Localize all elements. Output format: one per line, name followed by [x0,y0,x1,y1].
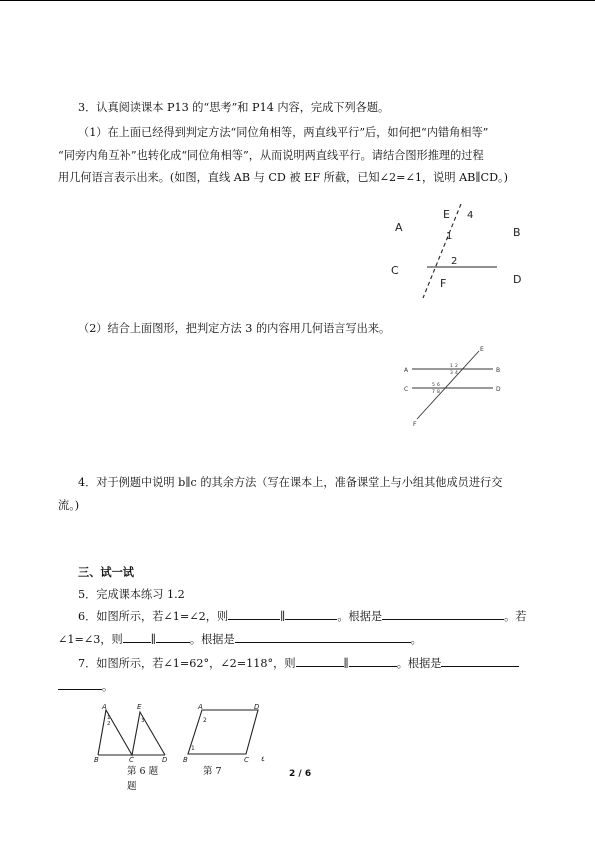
q3-part1-line1: （1）在上面已经得到判定方法“同位角相等，两直线平行”后，如何把“内错角相等” [78,126,489,139]
header-rule [0,0,595,1]
figure-transversal-large [385,203,535,303]
figure-q7 [180,702,270,762]
label-b: B [496,367,501,374]
label-f: F [440,277,447,290]
q7-mid: 。根据是 [396,657,442,670]
q6-end: 。若 [504,610,527,623]
q6-blank-line-b[interactable] [285,607,337,620]
label-angle-2: 2 [455,364,458,369]
q7-blank-reason[interactable] [441,654,519,667]
label-e: E [480,346,484,353]
q7-prefix: 7．如图所示，若∠1=62°，∠2=118°，则 [78,657,296,670]
caption-fig7: 第 7 [203,766,222,777]
q6-line2 [58,628,542,651]
label-b: B [94,756,99,762]
figure-transversal-small [403,343,503,428]
q6-line2-end: 。 [410,633,422,646]
label-angle-8: 8 [437,390,440,395]
label-c: C [404,386,409,393]
q7-line2-end: 。 [102,680,114,693]
q3-intro: 3．认真阅读课本 P13 的“思考”和 P14 内容，完成下列各题。 [78,101,390,114]
q3-part1-line3: 用几何语言表示出来。(如图，直线 AB 与 CD 被 EF 所截，已知∠2=∠1，说明 AB∥CD。) [58,171,509,184]
label-e: E [137,703,142,711]
q6-mid: 。根据是 [337,610,383,623]
q7-blank-reason-cont[interactable] [58,677,102,690]
label-a: A [395,221,403,234]
q6-prefix: 6．如图所示，若∠1=∠2，则 [78,610,229,623]
label-angle-2: 2 [451,256,458,267]
q3-part2: （2）结合上面图形，把判定方法 3 的内容用几何语言写出来。 [78,322,391,335]
label-d: D [496,386,501,393]
label-angle-3: 3 [141,718,145,724]
caption-fig6-line2: 题 [127,781,137,792]
q7-blank-line-a[interactable] [296,654,344,667]
label-angle-1: 1 [191,745,195,752]
q6-blank-line-d[interactable] [156,630,190,643]
q6-blank-reason-2[interactable] [235,630,411,643]
label-d: D [254,703,260,711]
label-c: C [244,756,249,762]
label-d: D [162,756,168,762]
q4-line2: 流。) [58,499,80,512]
section-title-try: 三、试一试 [78,565,134,579]
label-a: A [198,703,203,711]
label-angle-1: 1 [107,715,111,721]
q7-blank-line-b[interactable] [349,654,397,667]
q3-part1-line2: “同旁内角互补”也转化成“同位角相等”，从而说明两直线平行。请结合图形推理的过程 [58,149,484,162]
q6-parallel-1: ∥ [280,610,286,623]
q5-text: 5．完成课本练习 1.2 [78,588,185,601]
stray-mark: ٤ [261,755,265,763]
label-c: C [391,264,399,277]
label-a: A [102,703,107,711]
q4-line1: 4．对于例题中说明 b∥c 的其余方法（写在课本上，准备课堂上与小组其他成员进行交 [78,476,503,489]
q7-parallel: ∥ [343,657,349,670]
q6-line2-prefix: ∠1=∠3，则 [58,633,123,646]
label-c: C [129,756,134,762]
label-b: B [513,226,521,239]
label-angle-6: 6 [437,383,440,388]
label-a: A [404,367,409,374]
label-d: D [513,273,522,286]
label-angle-1: 1 [446,231,453,242]
page-number: 2 / 6 [289,769,312,779]
q6-blank-reason[interactable] [382,607,504,620]
q6-line2-mid: 。根据是 [189,633,235,646]
label-angle-1: 1 [450,364,453,369]
parallelogram [188,710,258,754]
q6-blank-line-a[interactable] [228,607,280,620]
label-angle-3: 3 [450,371,453,376]
label-angle-5: 5 [432,383,435,388]
caption-fig6-line1: 第 6 题 [127,766,159,777]
label-e: E [443,208,450,221]
figure-q6 [90,700,175,762]
line-ef [417,351,479,419]
label-f: F [413,421,417,428]
label-angle-4: 4 [467,210,474,221]
label-angle-2: 2 [107,721,111,727]
q7-line1 [78,652,542,675]
label-angle-4: 4 [455,371,458,376]
label-angle-2: 2 [203,717,207,724]
label-b: B [183,756,188,762]
label-angle-7: 7 [432,390,435,395]
q6-blank-line-c[interactable] [123,630,151,643]
q6-parallel-2: ∥ [150,633,156,646]
q6-line1 [78,605,542,628]
q7-line2 [58,675,542,698]
